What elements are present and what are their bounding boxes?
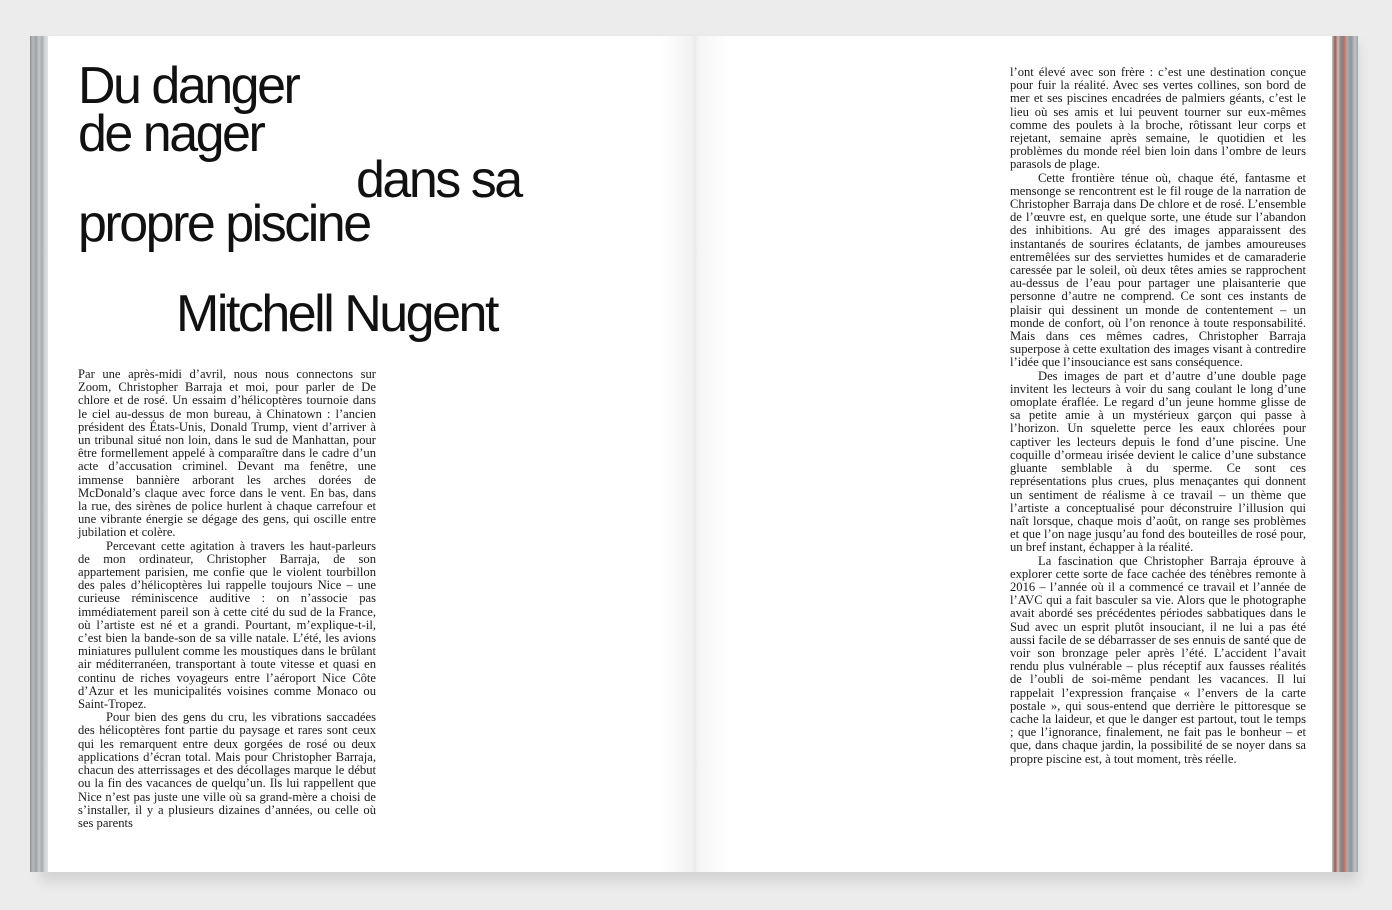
page-stack-edge-right [1330,36,1358,872]
paragraph: Cette frontière ténue où, chaque été, fantasme et mensonge se rencontrent est le fil rouge de la narration de Christopher Barraja dans De chlore et de rosé. L’ensemble de l’œuvre est, en quelque sorte, une étude sur l’abandon des inhibitions. Au gré des images apparaissent des instantanés de sourires éclatants, de jambes amoureuses entremêlées sur des serviettes humides et de camaraderie caressée par le soleil, où deux têtes amies se rapprochent au-dessus de l’eau pour partager une plaisanterie que personne d’autre ne comprend. Ce sont ces instants de plaisir qui dessinent un monde de contentement – un monde de confort, où l’on renonce à toute responsabilité. Mais dans ces mêmes cadres, Christopher Barraja superpose à cette exultation des images visant à contredire l’idée que l’insouciance est sans conséquence. [1010,170,1306,370]
left-text-column [78,368,376,830]
paragraph: Par une après-midi d’avril, nous nous connectons sur Zoom, Christopher Barraja et moi, pour parler de De chlore et de rosé. Un essaim d’hélicoptères tournoie dans le ciel au-dessus de mon bureau, à Chinatown : l’ancien président des États-Unis, Donald Trump, vient d’arriver à un tribunal situé non loin, dans le sud de Manhattan, pour être formellement appelé à comparaître dans le cadre d’un acte d’accusation criminel. Devant ma fenêtre, une immense bannière arborant les arches dorées de McDonald’s claque avec force dans le vent. En bas, dans la rue, des sirènes de police hurlent à chaque carrefour et une vibrante énergie se dégage des gens, qui oscille entre jubilation et colère. [78,367,376,540]
title-line-1: Du danger [78,57,299,115]
author-name: Mitchell Nugent [176,285,497,343]
title-line-3: dans sa [356,151,521,209]
title-line-2: de nager [78,105,264,163]
paragraph: l’ont élevé avec son frère : c’est une destination conçue pour fuir la réalité. Avec ses vertes collines, son bord de mer et ses piscines encadrées de palmiers géants, c’est le lieu où ses amis et lui peuvent tourner sur eux-mêmes comme des poulets à la broche, rôtissant leur corps et rejetant, semaine après semaine, le quotidien et les problèmes du monde réel bien loin dans l’ombre de leurs parasols de plage. [1010,65,1306,172]
title-line-4: propre piscine [78,195,370,253]
paragraph: Des images de part et d’autre d’une double page invitent les lecteurs à voir du sang coulant le long d’une omoplate éraflée. Le regard d’un jeune homme glisse de sa petite amie à un mystérieux garçon qui passe à l’horizon. Un squelette perce les eaux chlorées pour captiver les lecteurs depuis le fond d’une piscine. Une coquille d’ormeau irisée devient le calice d’une substance gluante semblable à du sperme. Ce sont ces représentations plus crues, plus menaçantes qui donnent un sentiment de réalisme à ce travail – un thème que l’artiste a conceptualisé pour déconstruire l’illusion qui naît lorsque, chaque mois d’août, on range ses problèmes et que l’on nage jusqu’au fond des bouteilles de rosé pour, un bref instant, échapper à la réalité. [1010,368,1306,555]
page-stack-edge-left [30,36,50,872]
paragraph: Percevant cette agitation à travers les haut-parleurs de mon ordinateur, Christopher Barraja, de son appartement parisien, me confie que le violent tourbillon des pales d’hélicoptères lui rappelle toujours Nice – une curieuse réminiscence auditive : on n’associe pas immédiatement pareil son à cette cité du sud de la France, où l’artiste est né et a grandi. Pourtant, m’explique-t-il, c’est bien la bande-son de sa ville natale. L’été, les avions miniatures pullulent comme les moustiques dans le brûlant air méditerranéen, transportant à toute vitesse et quasi en continu de riches voyageurs entre l’aéroport Nice Côte d’Azur et les municipalités voisines comme Monaco ou Saint-Tropez. [78,538,376,712]
paragraph: La fascination que Christopher Barraja éprouve à explorer cette sorte de face cachée des ténèbres remonte à 2016 – l’année où il a commencé ce travail et l’année de l’AVC qui a fait basculer sa vie. Alors que le photographe avait abordé ses précédentes périodes sabbatiques dans le Sud avec un esprit plutôt insouciant, il ne lui a pas été aussi facile de se débarrasser de ses ennuis de santé que de voir son bronzage peler après l’été. L’accident l’avait rendu plus vulnérable – plus réceptif aux fausses réalités de l’oubli de soi-même pendant les vacances. Il lui rappelait l’expression française « l’envers de la carte postale », qui sous-entend que derrière le pittoresque se cache la laideur, et que le danger est partout, tout le temps ; que l’ignorance, finalement, ne fait pas le bonheur – et que, dans chaque jardin, la possibilité de se noyer dans sa propre piscine est, à tout moment, très réelle. [1010,553,1306,766]
paragraph: Pour bien des gens du cru, les vibrations saccadées des hélicoptères font partie du paysage et rares sont ceux qui les remarquent entre deux gorgées de rosé ou deux applications d’écran total. Mais pour Christopher Barraja, chacun des atterrissages et des décollages marque le début ou la fin des vacances de quelqu’un. Ils lui rappellent que Nice n’est pas juste une ville où sa grand-mère a choisi de s’installer, il y a plusieurs dizaines d’années, ou celle où ses parents [78,710,376,830]
right-text-column [1010,66,1306,766]
